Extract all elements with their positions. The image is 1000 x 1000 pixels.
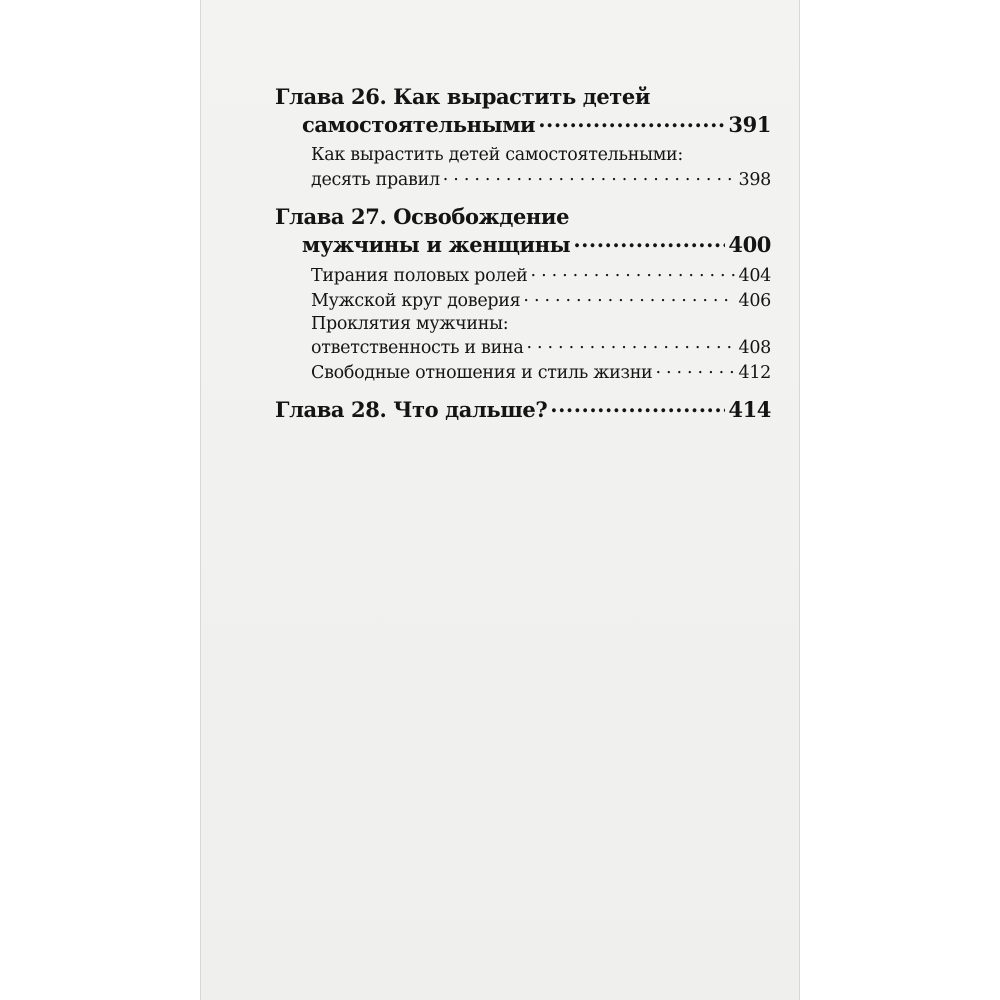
dot-leader [538,111,725,132]
dot-leader [531,264,736,282]
subentry-line: Мужской круг доверия [311,290,521,311]
page-number: 398 [738,169,771,190]
chapter-title-line: Глава 26. Как вырастить детей [275,84,651,109]
dot-leader [655,360,735,378]
chapter-title-continuation [275,111,771,139]
subentry-continuation [311,336,771,361]
page-number: 406 [738,290,771,311]
subentry-row [311,360,771,385]
toc-subentry [275,288,771,313]
page-number: 400 [728,231,771,257]
subentry-row [311,288,771,313]
subentry-line: ответственность и вина [311,338,524,358]
chapter-title-line: мужчины и женщины [302,231,571,257]
page-number: 412 [738,362,771,383]
page-number: 391 [728,112,771,137]
dot-leader [443,167,736,185]
page-number: 408 [738,338,771,358]
toc-subentry [275,264,771,289]
dot-leader [526,336,735,354]
dot-leader [523,288,735,306]
chapter-title-line: Глава 28. Что дальше? [275,396,548,422]
toc-chapter-26 [275,83,771,139]
subentry-row [311,264,771,289]
dot-leader [573,231,725,252]
subentry-line: Проклятия мужчины: [311,313,509,334]
chapter-title-row [275,396,771,424]
chapter-title-continuation [275,231,771,259]
toc-subentry [275,313,771,361]
subentry-line: десять правил [311,169,440,190]
chapter-title-line: Глава 27. Освобождение [275,203,570,229]
toc-chapter-28 [275,396,771,424]
subentry-continuation [311,167,771,192]
subentry-line: Свободные отношения и стиль жизни [311,362,653,383]
book-page [200,0,800,1000]
page-number: 404 [738,266,771,286]
subentry-line: Как вырастить детей самостоятельными: [311,145,683,165]
chapter-title-line: самостоятельными [302,112,536,137]
dot-leader [550,396,725,417]
toc-chapter-27 [275,203,771,259]
table-of-contents [275,83,771,424]
toc-subentry [275,360,771,385]
page-number: 414 [728,396,771,422]
toc-subentry [275,144,771,192]
subentry-line: Тирания половых ролей [311,266,528,286]
